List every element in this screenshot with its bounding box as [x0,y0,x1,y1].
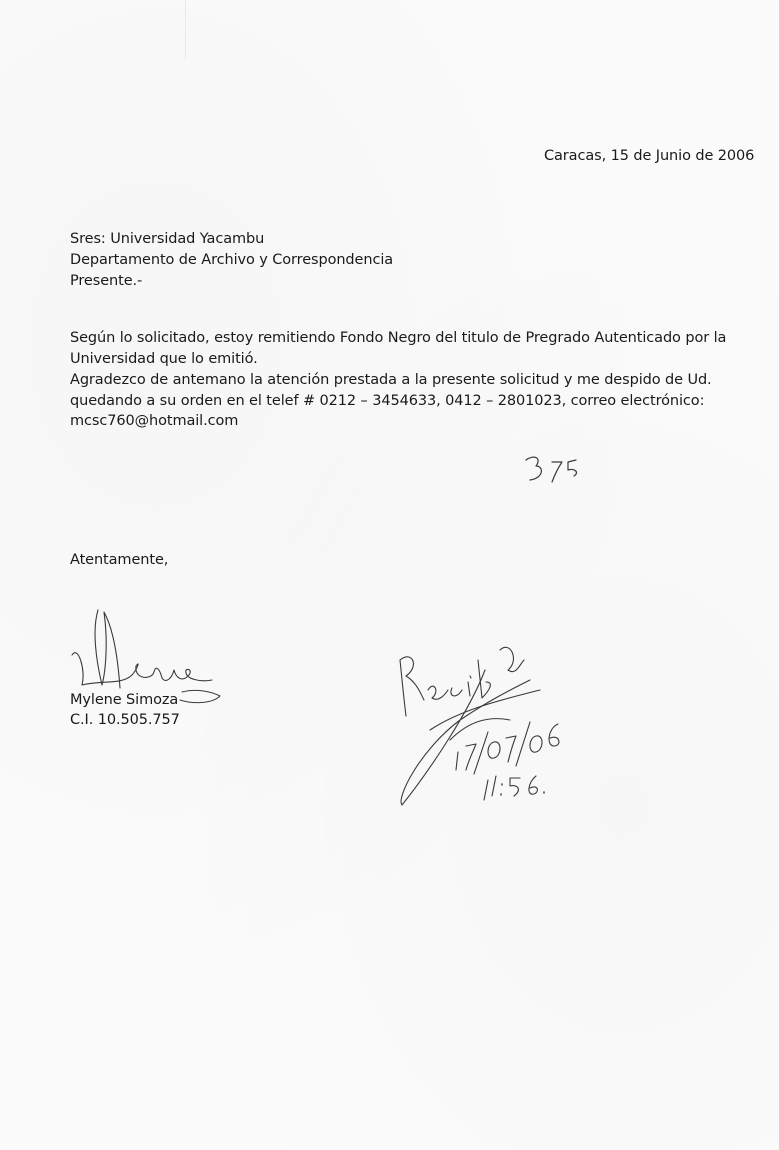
closing-line: Atentamente, [70,552,169,568]
addressee-line-3: Presente.- [70,273,143,289]
received-handwritten-stamp [390,620,580,820]
paper-fold-line [185,0,186,60]
body-line-2: Universidad que lo emitió. [70,351,258,367]
signer-name: Mylene Simoza [70,692,179,708]
body-line-4: quedando a su orden en el telef # 0212 – 3454633, 0412 – 2801023, correo electrónico: [70,393,705,409]
signer-id: C.I. 10.505.757 [70,712,180,728]
body-line-3: Agradezco de antemano la atención prestada a la presente solicitud y me despido de Ud. [70,372,712,388]
addressee-line-2: Departamento de Archivo y Correspondencia [70,252,394,268]
addressee-line-1: Sres: Universidad Yacambu [70,231,265,247]
handwritten-number-note [522,452,592,492]
body-line-1: Según lo solicitado, estoy remitiendo Fondo Negro del titulo de Pregrado Autenticado por la [70,330,727,346]
date-line: Caracas, 15 de Junio de 2006 [544,148,755,164]
body-line-5-email: mcsc760@hotmail.com [70,413,239,429]
